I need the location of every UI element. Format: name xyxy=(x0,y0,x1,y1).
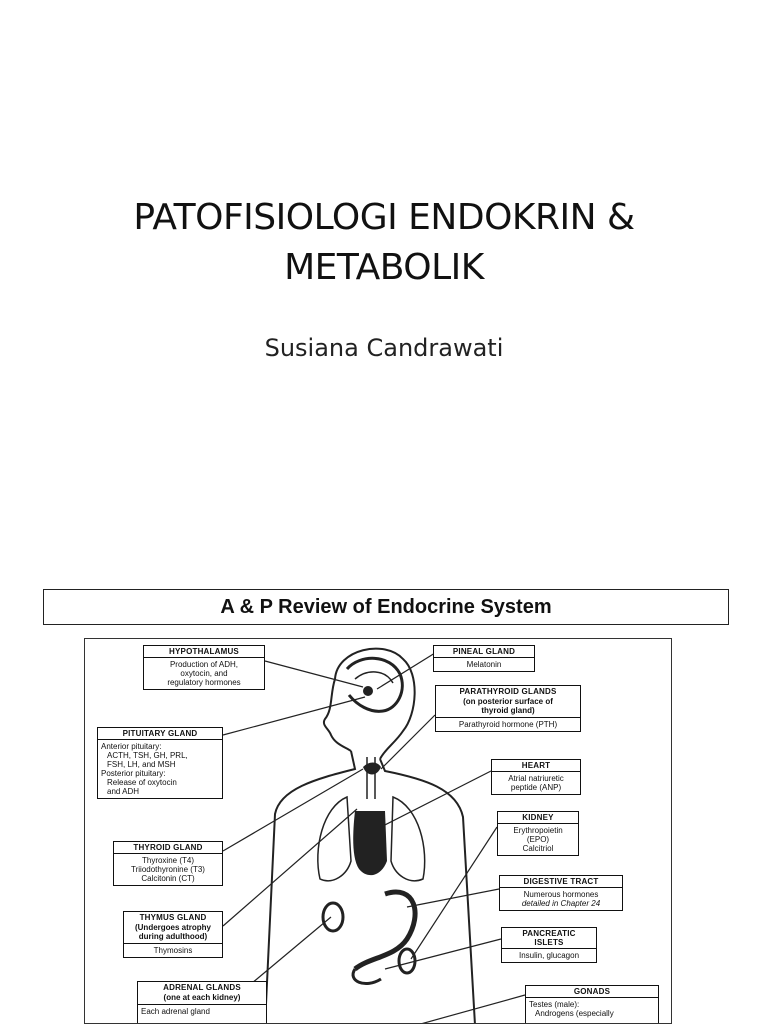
label-parathyroid-sub xyxy=(436,697,580,718)
label-line: Calcitriol xyxy=(522,844,554,853)
label-pineal-gland xyxy=(433,645,535,672)
label-line: Production of ADH, xyxy=(169,660,239,669)
label-line: Posterior pituitary: xyxy=(101,769,166,778)
label-line: during adulthood) xyxy=(138,932,208,941)
label-line: (Undergoes atrophy xyxy=(134,923,211,932)
label-line: Each adrenal gland xyxy=(141,1007,210,1016)
label-line: (one at each kidney) xyxy=(163,993,241,1002)
label-line: (on posterior surface of xyxy=(463,697,553,706)
label-gonads-head: GONADS xyxy=(526,986,658,998)
label-heart xyxy=(491,759,581,795)
label-digestive-tract xyxy=(499,875,623,911)
label-heart-head: HEART xyxy=(492,760,580,772)
label-pituitary-body xyxy=(98,740,222,798)
label-line: Androgens (especially xyxy=(535,1009,614,1018)
label-adrenal-glands xyxy=(137,981,267,1024)
label-heart-body xyxy=(492,772,580,794)
label-line: Atrial natriuretic xyxy=(508,774,564,783)
label-thyroid-head: THYROID GLAND xyxy=(114,842,222,854)
label-thyroid-gland xyxy=(113,841,223,886)
label-line: and ADH xyxy=(107,787,140,796)
body-outline-illustration xyxy=(85,639,672,1024)
label-pituitary-gland xyxy=(97,727,223,799)
label-adrenal-head: ADRENAL GLANDS xyxy=(163,983,241,992)
label-line: Triiodothyronine (T3) xyxy=(131,865,205,874)
label-line: Melatonin xyxy=(466,660,502,669)
label-line: regulatory hormones xyxy=(167,678,241,687)
label-line: ACTH, TSH, GH, PRL, xyxy=(107,751,188,760)
label-hypothalamus-head: HYPOTHALAMUS xyxy=(144,646,264,658)
label-line: (EPO) xyxy=(526,835,550,844)
label-digestive-body xyxy=(500,888,622,910)
label-line: ISLETS xyxy=(534,938,564,947)
label-pituitary-head: PITUITARY GLAND xyxy=(98,728,222,740)
label-gonads-body xyxy=(526,998,658,1020)
label-line: Thyroxine (T4) xyxy=(141,856,194,865)
label-line: oxytocin, and xyxy=(180,669,228,678)
label-thymus-head: THYMUS GLAND xyxy=(139,913,207,922)
label-line: thyroid gland) xyxy=(481,706,535,715)
label-line: PANCREATIC xyxy=(522,929,576,938)
label-thymus-sub xyxy=(124,923,222,944)
label-adrenal-body xyxy=(138,1005,266,1018)
label-kidney-head: KIDNEY xyxy=(498,812,578,824)
label-pancreatic-body xyxy=(502,949,596,962)
label-line: Numerous hormones xyxy=(523,890,599,899)
label-line: Testes (male): xyxy=(529,1000,580,1009)
slide-title xyxy=(40,193,728,293)
label-line: Erythropoietin xyxy=(513,826,563,835)
label-hypothalamus-body xyxy=(144,658,264,689)
label-kidney-body xyxy=(498,824,578,855)
content-slide xyxy=(0,576,768,1024)
label-digestive-head: DIGESTIVE TRACT xyxy=(500,876,622,888)
label-line: Insulin, glucagon xyxy=(518,951,580,960)
label-line: detailed in Chapter 24 xyxy=(521,899,601,908)
endocrine-diagram xyxy=(84,638,672,1024)
label-parathyroid-head: PARATHYROID GLANDS xyxy=(459,687,557,696)
label-thyroid-body xyxy=(114,854,222,885)
slide-title-line-1: PATOFISIOLOGI ENDOKRIN & xyxy=(133,197,635,238)
label-line: Calcitonin (CT) xyxy=(141,874,195,883)
label-pancreatic-head xyxy=(502,928,596,949)
label-kidney xyxy=(497,811,579,856)
label-hypothalamus xyxy=(143,645,265,690)
label-line: Release of oxytocin xyxy=(107,778,177,787)
label-gonads xyxy=(525,985,659,1024)
label-pancreatic-islets xyxy=(501,927,597,963)
label-pineal-body xyxy=(434,658,534,671)
slide-heading: A & P Review of Endocrine System xyxy=(43,589,729,625)
label-line: peptide (ANP) xyxy=(510,783,562,792)
label-parathyroid-body xyxy=(436,718,580,731)
label-line: FSH, LH, and MSH xyxy=(107,760,176,769)
label-line: Anterior pituitary: xyxy=(101,742,162,751)
label-thymus-gland xyxy=(123,911,223,958)
label-adrenal-sub xyxy=(138,993,266,1005)
slide-title-line-2: METABOLIK xyxy=(284,247,484,288)
label-line: Thymosins xyxy=(153,946,193,955)
label-thymus-body xyxy=(124,944,222,957)
label-line: Parathyroid hormone (PTH) xyxy=(458,720,558,729)
label-parathyroid-glands xyxy=(435,685,581,732)
label-pineal-head: PINEAL GLAND xyxy=(434,646,534,658)
slide-subtitle: Susiana Candrawati xyxy=(264,334,504,362)
